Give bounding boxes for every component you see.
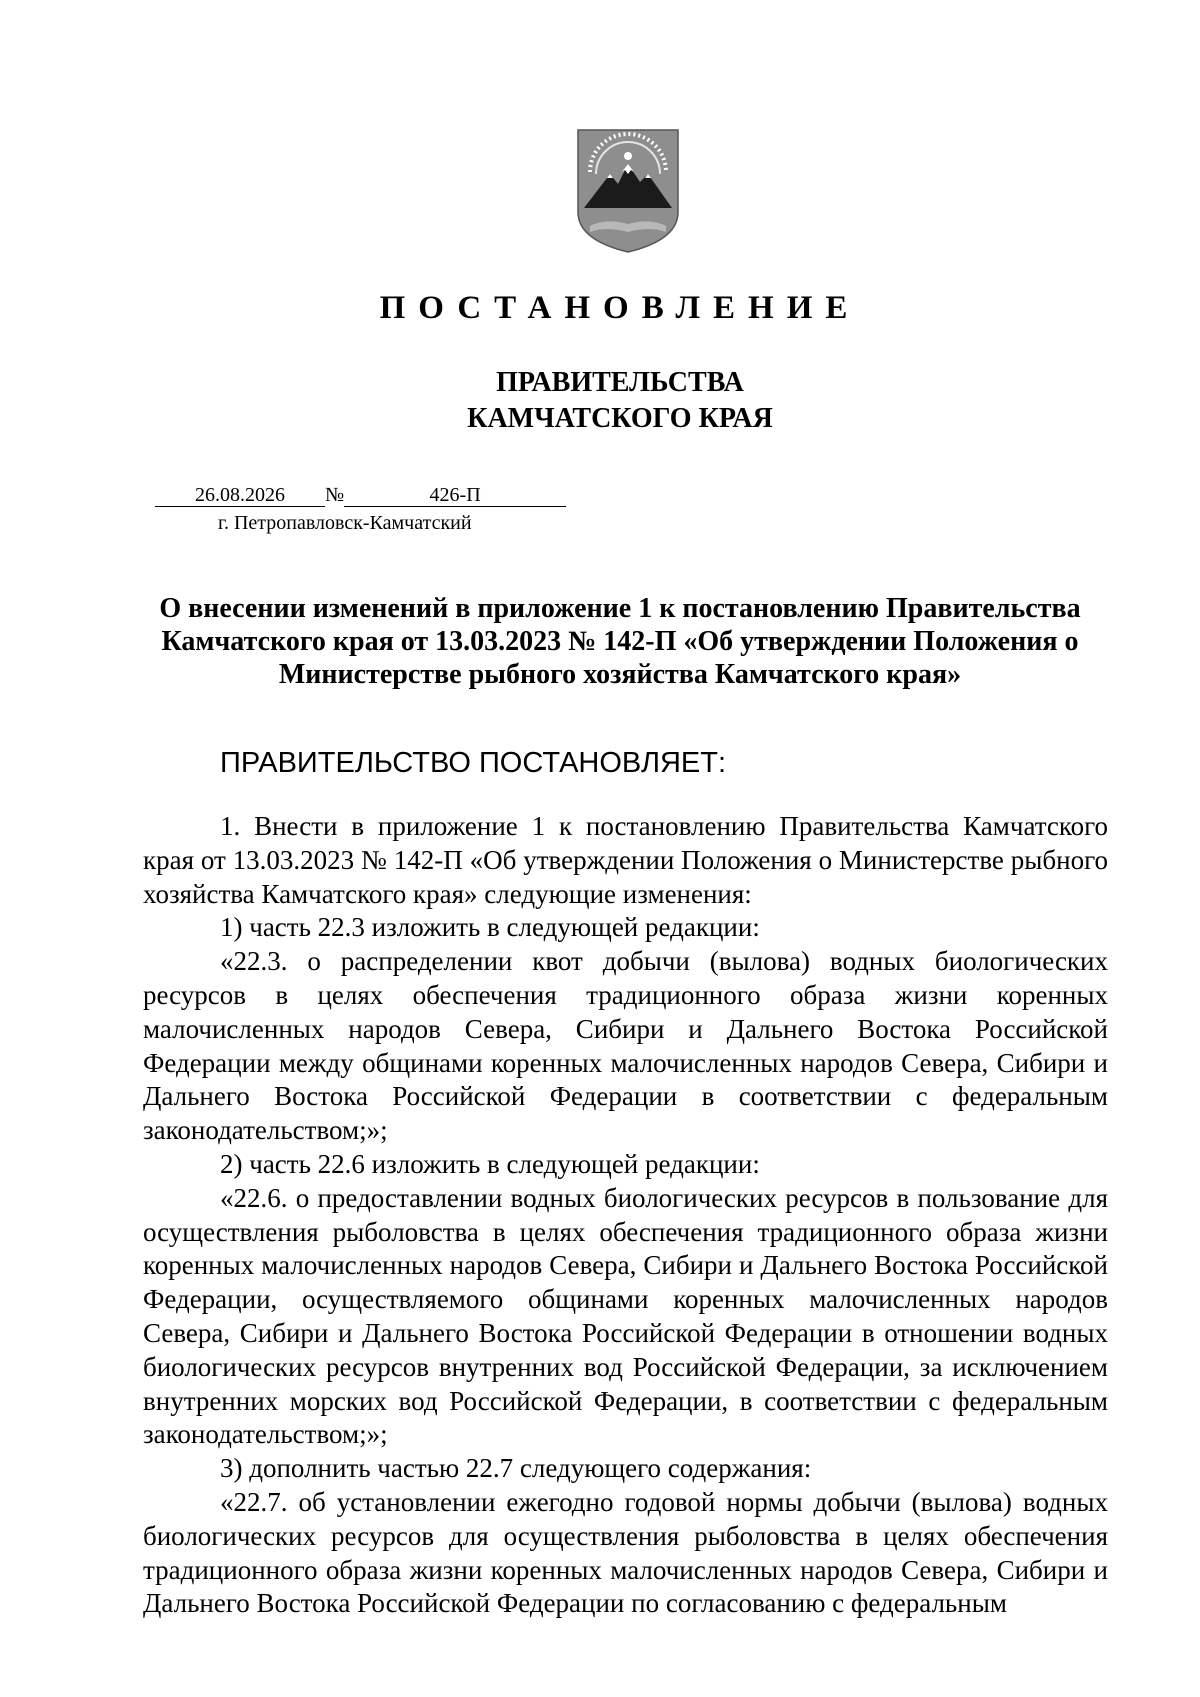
decree-formula: ПРАВИТЕЛЬСТВО ПОСТАНОВЛЯЕТ: <box>220 747 727 779</box>
body-paragraph: «22.7. об установлении ежегодно годовой нормы добычи (вылова) водных биологических ресурсов для осуществления рыболовства в целях обеспечения традиционного образа жизни коренных малочисленных народов Севера, Сибири и Дальнего Востока Российской Федерации по согласованию с федеральным <box>143 1486 1108 1619</box>
issuer-line: КАМЧАТСКОГО КРАЯ <box>467 403 773 434</box>
body-paragraph: «22.6. о предоставлении водных биологических ресурсов в пользование для осуществления рыболовства в целях обеспечения традиционного образа жизни коренных малочисленных народов Севера, Сибири и Дальнего Востока Российской Федерации, осуществляемого общинами коренных малочисленных народов Севера, Сибири и Дальнего Востока Российской Федерации в отношении водных биологических ресурсов внутренних вод Российской Федерации, за исключением внутренних морских вод Российской Федерации, в соответствии с федеральным законодательством;»; <box>143 1182 1108 1450</box>
body-paragraph: 2) часть 22.6 изложить в следующей редакции: <box>220 1148 760 1179</box>
document-title: ПОСТАНОВЛЕНИЕ <box>379 290 861 326</box>
subject-line: Камчатского края от 13.03.2023 № 142-П «Об утверждении Положения о <box>161 626 1079 657</box>
document-date: 26.08.2026 <box>155 484 325 507</box>
issuer <box>0 365 1200 437</box>
body-paragraph: 3) дополнить частью 22.7 следующего содержания: <box>220 1453 812 1484</box>
body-paragraph: 1) часть 22.3 изложить в следующей редакции: <box>220 912 760 943</box>
document-subject <box>140 592 1100 691</box>
date-number-line <box>155 482 566 508</box>
subject-line: О внесении изменений в приложение 1 к постановлению Правительства <box>159 593 1081 624</box>
subject-line: Министерстве рыбного хозяйства Камчатского края» <box>278 659 962 690</box>
number-sign: № <box>325 484 345 506</box>
kamchatka-coat-of-arms-icon <box>576 128 680 254</box>
body-paragraph: 1. Внести в приложение 1 к постановлению Правительства Камчатского края от 13.03.2023 № 142-П «Об утверждении Положения о Министерстве рыбного хозяйства Камчатского края» следующие изменения: <box>143 811 1108 909</box>
document-body <box>143 810 1108 1621</box>
document-number: 426-П <box>344 484 566 507</box>
issuer-line: ПРАВИТЕЛЬСТВА <box>496 367 744 398</box>
body-paragraph: «22.3. о распределении квот добычи (вылова) водных биологических ресурсов в целях обеспечения традиционного образа жизни коренных малочисленных народов Севера, Сибири и Дальнего Востока Российской Федерации между общинами коренных малочисленных народов Севера, Сибири и Дальнего Востока Российской Федерации в соответствии с федеральным законодательством;»; <box>143 946 1108 1146</box>
city: г. Петропавловск-Камчатский <box>218 512 472 534</box>
